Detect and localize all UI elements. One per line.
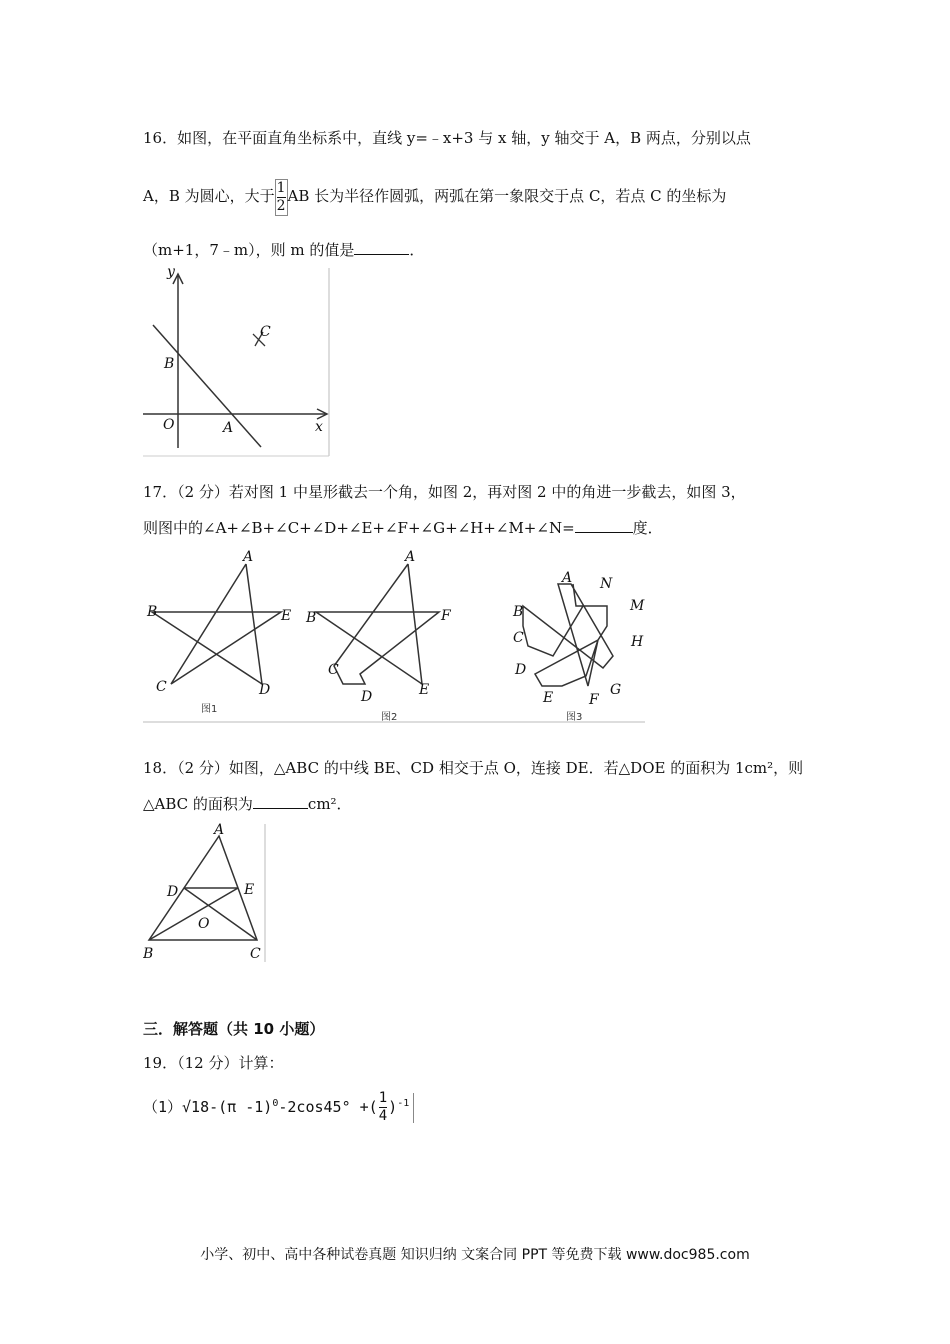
q17-fig3-M: M [630, 598, 645, 614]
q16-line3 [143, 240, 424, 260]
section3-title: 三．解答题（共 10 小题） [143, 1020, 325, 1038]
q17-fig2-F: F [441, 608, 451, 624]
q18-figure [143, 822, 269, 964]
q16-fraction [275, 179, 288, 216]
q19-part1-label: （1） [143, 1098, 183, 1116]
q17-fig3-star [523, 584, 613, 686]
q16-frac-num: 1 [276, 179, 286, 196]
q17-line2-text: 则图中的∠A+∠B+∠C+∠D+∠E+∠F+∠G+∠H+∠M+∠N= [143, 519, 575, 537]
q17-figures [143, 546, 647, 724]
q18-label-C: C [250, 946, 261, 962]
q18-answer-blank[interactable] [253, 794, 308, 809]
q19-formula [143, 1090, 414, 1125]
q17-fig3-B: B [513, 604, 524, 620]
q16-answer-blank[interactable] [354, 240, 409, 255]
q19-expr-cos: -2cos45° +( [278, 1098, 378, 1116]
q19-line1: 19．（12 分）计算： [143, 1054, 284, 1072]
q18-line2 [143, 794, 352, 814]
q19-expr-close: ) [388, 1098, 398, 1116]
q17-fig1-E: E [281, 608, 292, 624]
q18-label-D: D [167, 884, 179, 900]
q19-divider [413, 1093, 414, 1123]
q17-fig2-A: A [405, 549, 416, 565]
q17-fig2-E: E [419, 682, 430, 698]
q17-fig3-G: G [610, 682, 622, 698]
q19-frac-num: 1 [378, 1090, 388, 1106]
q17-fig1-B: B [147, 604, 158, 620]
q17-fig3-N: N [600, 576, 613, 592]
q17-line2-end: 度． [632, 519, 663, 537]
q16-frac-den: 2 [276, 197, 286, 214]
q19-sqrt: √18 [182, 1098, 210, 1116]
q17-fig3-C: C [513, 630, 524, 646]
q17-fig1-caption: 图1 [201, 704, 218, 715]
q19-exp-neg1: -1 [397, 1098, 410, 1109]
q16-line2-post: AB 长为半径作圆弧，两弧在第一象限交于点 C，若点 C 的坐标为 [287, 187, 727, 205]
q17-line1: 17．（2 分）若对图 1 中星形截去一个角，如图 2，再对图 2 中的角进一步截去，如图 3， [143, 483, 746, 501]
q17-fig1-star [152, 564, 281, 684]
q16-label-y: y [167, 266, 175, 280]
q17-fig2-D: D [361, 689, 373, 705]
q18-line2-text: △ABC 的面积为 [143, 795, 253, 813]
q17-fig2-C: C [328, 662, 339, 678]
q18-label-A: A [214, 822, 225, 838]
q17-fig1-A: A [243, 549, 254, 565]
q19-frac-den: 4 [378, 1108, 388, 1124]
q17-fig1-C: C [156, 679, 167, 695]
q17-fig3-F: F [589, 692, 599, 708]
q16-label-x: x [315, 419, 323, 435]
q16-line3-text: （m+1，7﹣m），则 m 的值是 [143, 241, 355, 259]
q16-label-c: C [260, 324, 271, 340]
q17-line2 [143, 518, 663, 538]
page-footer: 小学、初中、高中各种试卷真题 知识归纳 文案合同 PPT 等免费下载 www.doc985.com [200, 1247, 750, 1263]
q16-line2 [143, 176, 726, 216]
q17-fig1-D: D [259, 682, 271, 698]
q16-figure [143, 266, 333, 460]
q18-label-O: O [198, 916, 210, 932]
q17-fig2-caption: 图2 [381, 712, 398, 723]
q18-line2-end: cm²． [307, 795, 352, 813]
q16-line1: 16．如图，在平面直角坐标系中，直线 y=﹣x+3 与 x 轴，y 轴交于 A，B 两点，分别以点 [143, 129, 751, 147]
q19-expr-mid: -(π -1) [209, 1098, 273, 1116]
q17-fig2-B: B [306, 610, 317, 626]
q18-line1: 18．（2 分）如图，△ABC 的中线 BE、CD 相交于点 O，连接 DE．若△DOE 的面积为 1cm²，则 [143, 759, 804, 777]
q18-label-E: E [244, 882, 255, 898]
q17-fig3-H: H [631, 634, 644, 650]
q16-label-o: O [163, 417, 175, 433]
q19-exp0: 0 [272, 1098, 279, 1109]
q16-label-b: B [164, 356, 175, 372]
q16-line2-pre: A，B 为圆心，大于 [143, 187, 275, 205]
q16-label-a: A [223, 420, 234, 436]
q17-answer-blank[interactable] [575, 518, 633, 533]
q16-line3-end: ． [409, 241, 425, 259]
q17-fig3-A: A [562, 570, 573, 586]
q17-fig3-caption: 图3 [566, 712, 583, 723]
q19-fraction [378, 1090, 388, 1125]
q17-fig3-E: E [543, 690, 554, 706]
q18-label-B: B [143, 946, 154, 962]
q17-fig3-D: D [515, 662, 527, 678]
